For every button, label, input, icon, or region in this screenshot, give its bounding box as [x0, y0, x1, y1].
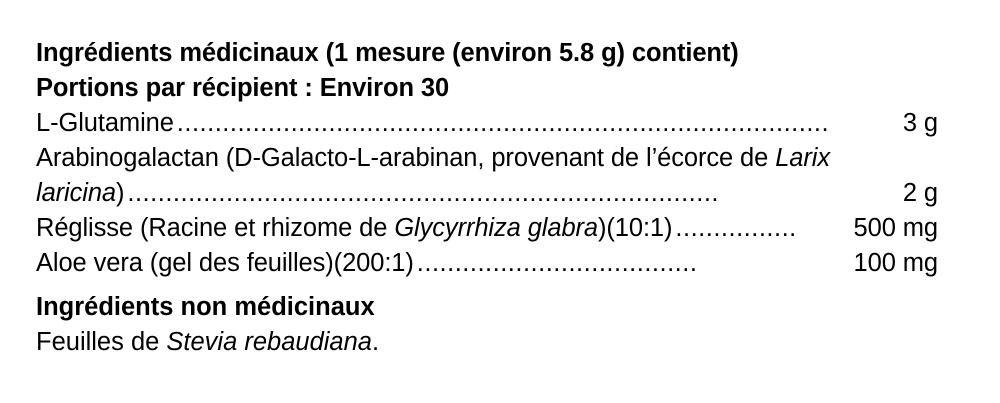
ingredient-amount: 3 g — [902, 109, 938, 137]
medicinal-ingredients-heading: Ingrédients médicinaux (1 mesure (environ 5.8 g) contient) — [36, 39, 739, 67]
nonmedicinal-latin-name: Stevia rebaudiana — [166, 328, 372, 356]
leader-dots: .............................................................................. — [127, 179, 719, 207]
ingredient-row — [36, 246, 938, 281]
leader-dots: ...................................................................................... — [176, 109, 830, 137]
nonmedicinal-ingredients-body — [36, 325, 938, 360]
ingredient-name-latin: Larix — [775, 144, 830, 172]
leader-dots: ..................................... — [416, 249, 698, 277]
nonmedicinal-prefix: Feuilles de — [36, 328, 167, 356]
ingredient-amount: 500 mg — [853, 214, 938, 242]
ingredient-name: Aloe vera (gel des feuilles)(200:1) — [36, 249, 414, 277]
ingredient-name: Réglisse (Racine et rhizome de — [36, 214, 395, 242]
ingredient-amount: 2 g — [902, 179, 938, 207]
ingredient-name: L-Glutamine — [36, 109, 174, 137]
ingredient-amount: 100 mg — [853, 249, 938, 277]
ingredient-name: Arabinogalactan (D-Galacto-L-arabinan, provenant de l’écorce de — [36, 144, 776, 172]
ingredient-name-tail: ) — [115, 179, 125, 207]
ingredient-row — [36, 106, 938, 141]
ingredient-name-latin: Glycyrrhiza glabra — [394, 214, 598, 242]
ingredient-name-tail: )(10:1) — [598, 214, 673, 242]
leader-dots: ................ — [675, 214, 797, 242]
nonmedicinal-suffix: . — [371, 328, 380, 356]
ingredient-row — [36, 211, 938, 246]
ingredient-name-latin-cont: laricina — [36, 179, 116, 207]
servings-per-container-line: Portions par récipient : Environ 30 — [36, 74, 450, 102]
nonmedicinal-ingredients-heading: Ingrédients non médicinaux — [36, 293, 375, 321]
ingredient-row — [36, 141, 938, 211]
